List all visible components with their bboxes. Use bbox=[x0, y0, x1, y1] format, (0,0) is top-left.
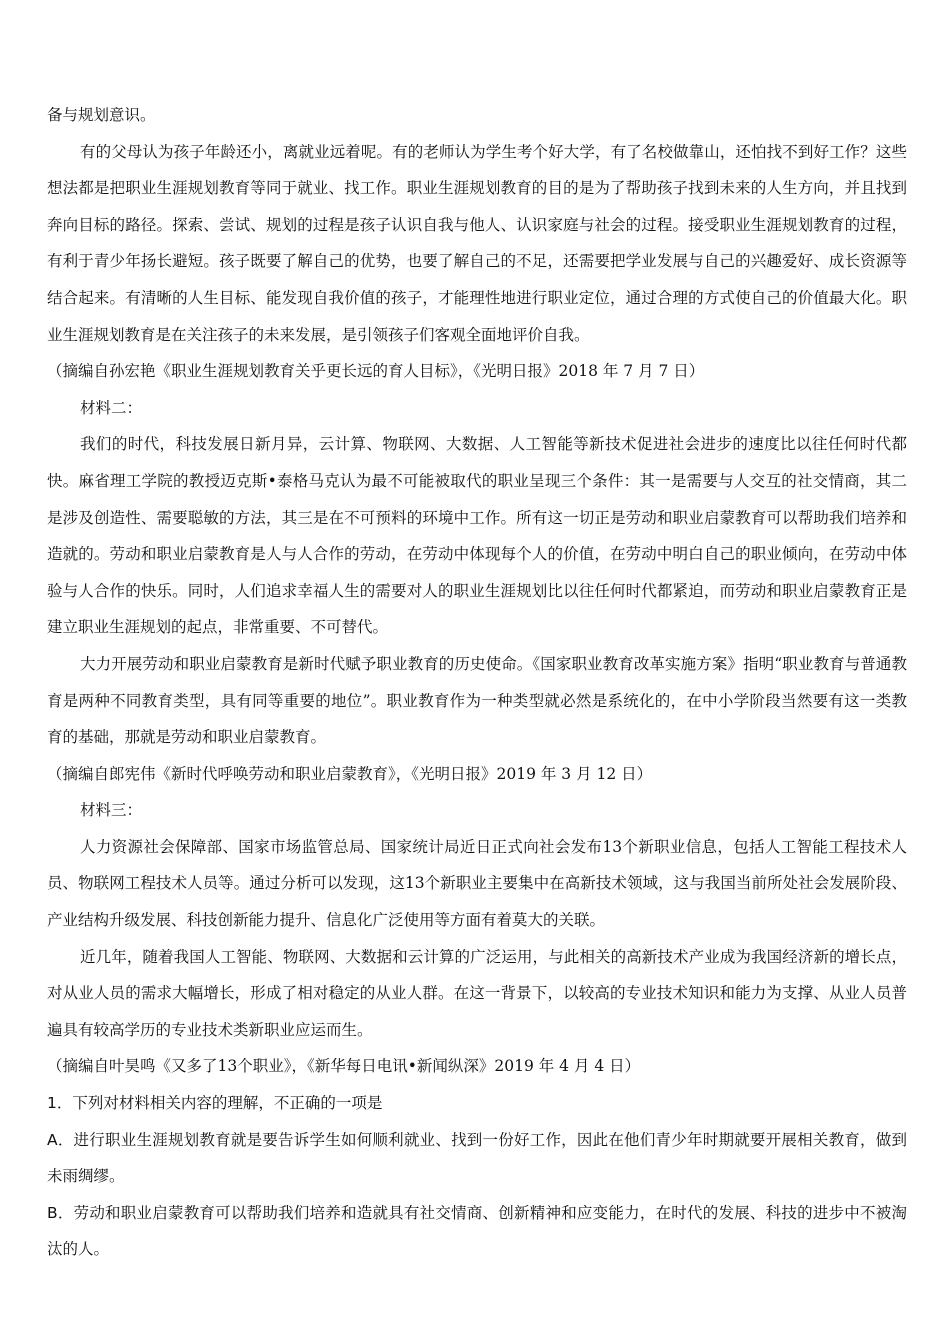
source-citation-two: （摘编自郎宪伟《新时代呼唤劳动和职业启蒙教育》，《光明日报》2019 年 3 月 12 日） bbox=[47, 764, 653, 783]
question-one-option-a: A．进行职业生涯规划教育就是要告诉学生如何顺利就业、找到一份好工作，因此在他们青少年时期就要开展相关教育，做到未雨绸缪。 bbox=[47, 1130, 907, 1186]
document-body bbox=[47, 97, 907, 1268]
material-three-label: 材料三： bbox=[80, 801, 143, 820]
paragraph-material-one: 有的父母认为孩子年龄还小，离就业远着呢。有的老师认为学生考个好大学，有了名校做靠山，还怕找不到好工作？这些想法都是把职业生涯规划教育等同于就业、找工作。职业生涯规划教育的目的是为了帮助孩子找到未来的人生方向，并且找到奔向目标的路径。探索、尝试、规划的过程是孩子认识自我与他人、认识家庭与社会的过程。接受职业生涯规划教育的过程，有利于青少年扬长避短。孩子既要了解自己的优势，也要了解自己的不足，还需要把学业发展与自己的兴趣爱好、成长资源等结合起来。有清晰的人生目标、能发现自我价值的孩子，才能理性地进行职业定位，通过合理的方式使自己的价值最大化。职业生涯规划教育是在关注孩子的未来发展，是引领孩子们客观全面地评价自我。 bbox=[47, 142, 907, 344]
paragraph-material-three-a: 人力资源社会保障部、国家市场监管总局、国家统计局近日正式向社会发布13个新职业信息，包括人工智能工程技术人员、物联网工程技术人员等。通过分析可以发现，这13个新职业主要集中在高新技术领域，这与我国当前所处社会发展阶段、产业结构升级发展、科技创新能力提升、信息化广泛使用等方面有着莫大的关联。 bbox=[47, 837, 907, 930]
question-one-option-b: B．劳动和职业启蒙教育可以帮助我们培养和造就具有社交情商、创新精神和应变能力，在时代的发展、科技的进步中不被淘汰的人。 bbox=[47, 1203, 907, 1259]
paragraph-material-two-a: 我们的时代，科技发展日新月异，云计算、物联网、大数据、人工智能等新技术促进社会进步的速度比以往任何时代都快。麻省理工学院的教授迈克斯•泰格马克认为最不可能被取代的职业呈现三个条件：其一是需要与人交互的社交情商，其二是涉及创造性、需要聪敏的方法，其三是在不可预料的环境中工作。所有这一切正是劳动和职业启蒙教育可以帮助我们培养和造就的。劳动和职业启蒙教育是人与人合作的劳动，在劳动中体现每个人的价值，在劳动中明白自己的职业倾向，在劳动中体验与人合作的快乐。同时，人们追求幸福人生的需要对人的职业生涯规划比以往任何时代都紧迫，而劳动和职业启蒙教育正是建立职业生涯规划的起点，非常重要、不可替代。 bbox=[47, 435, 907, 637]
source-citation-one: （摘编自孙宏艳《职业生涯规划教育关乎更长远的育人目标》，《光明日报》2018 年 7 月 7 日） bbox=[47, 362, 705, 381]
paragraph-continuation: 备与规划意识。 bbox=[47, 106, 156, 124]
paragraph-material-three-b: 近几年，随着我国人工智能、物联网、大数据和云计算的广泛运用，与此相关的高新技术产业成为我国经济新的增长点，对从业人员的需求大幅增长，形成了相对稳定的从业人群。在这一背景下，以较高的专业技术知识和能力为支撑、从业人员普遍具有较高学历的专业技术类新职业应运而生。 bbox=[47, 947, 907, 1039]
question-one-stem: 1．下列对材料相关内容的理解，不正确的一项是 bbox=[47, 1094, 383, 1113]
material-two-label: 材料二： bbox=[80, 398, 143, 417]
paragraph-material-two-b: 大力开展劳动和职业启蒙教育是新时代赋予职业教育的历史使命。《国家职业教育改革实施方案》指明“职业教育与普通教育是两种不同教育类型，具有同等重要的地位”。职业教育作为一种类型就必然是系统化的，在中小学阶段当然要有这一类教育的基础，那就是劳动和职业启蒙教育。 bbox=[47, 654, 907, 747]
source-citation-three: （摘编自叶昊鸣《又多了13个职业》，《新华每日电讯•新闻纵深》2019 年 4 月 4 日） bbox=[47, 1057, 641, 1076]
